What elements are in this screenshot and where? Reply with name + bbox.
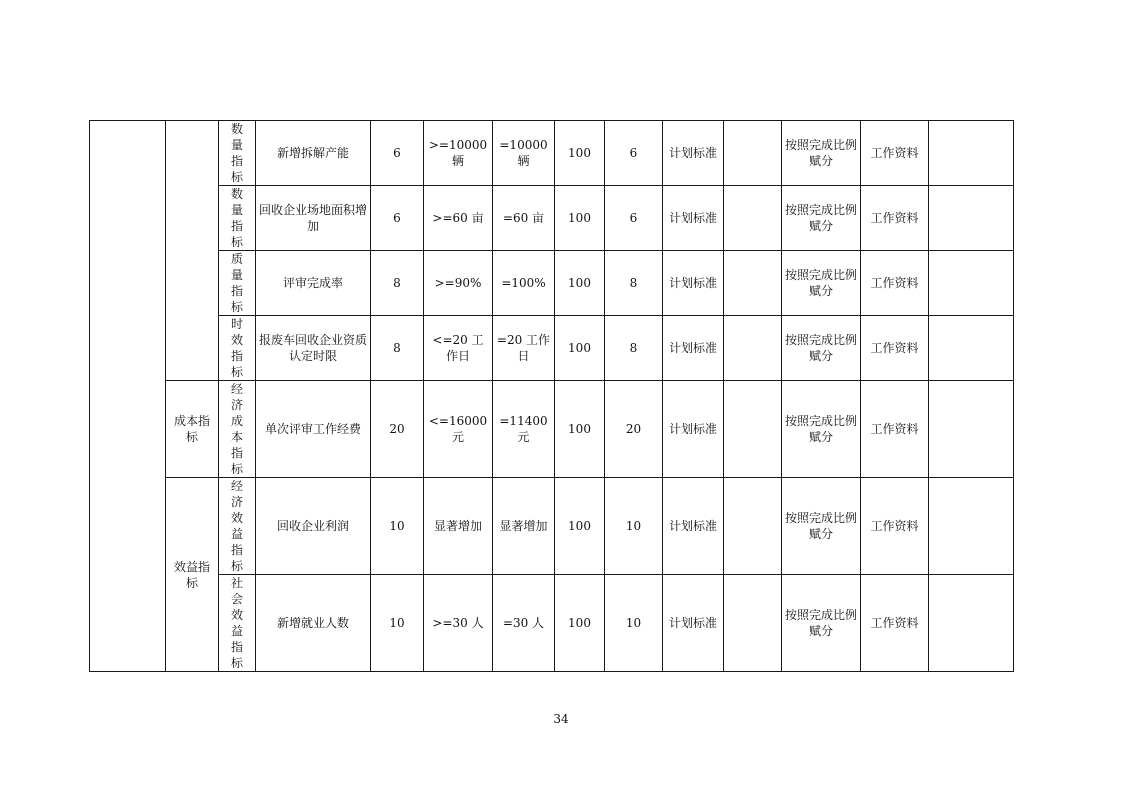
- target-value-cell: <=20 工作日: [424, 316, 493, 381]
- sub-indicator-cell: 数量指标: [219, 121, 256, 186]
- score-cell: 20: [605, 381, 663, 478]
- scoring-method-cell: 按照完成比例赋分: [782, 575, 861, 672]
- weight-cell: 10: [371, 478, 424, 575]
- weight-cell: 6: [371, 121, 424, 186]
- full-score-cell: 100: [555, 478, 605, 575]
- blank-cell: [724, 381, 782, 478]
- standard-cell: 计划标准: [663, 316, 724, 381]
- full-score-cell: 100: [555, 121, 605, 186]
- data-source-cell: 工作资料: [861, 381, 929, 478]
- second-level-indicator-cell: [166, 121, 219, 381]
- score-cell: 8: [605, 316, 663, 381]
- table-row: [90, 381, 1014, 478]
- full-score-cell: 100: [555, 381, 605, 478]
- table-row: [90, 478, 1014, 575]
- scoring-method-cell: 按照完成比例赋分: [782, 121, 861, 186]
- performance-indicator-table: [89, 120, 1014, 672]
- table-row: [90, 186, 1014, 251]
- actual-value-cell: =100%: [493, 251, 555, 316]
- full-score-cell: 100: [555, 186, 605, 251]
- weight-cell: 10: [371, 575, 424, 672]
- standard-cell: 计划标准: [663, 478, 724, 575]
- target-value-cell: >=60 亩: [424, 186, 493, 251]
- note-cell: [929, 575, 1014, 672]
- table-row: [90, 121, 1014, 186]
- full-score-cell: 100: [555, 251, 605, 316]
- target-value-cell: >=30 人: [424, 575, 493, 672]
- weight-cell: 8: [371, 316, 424, 381]
- data-source-cell: 工作资料: [861, 121, 929, 186]
- score-cell: 10: [605, 575, 663, 672]
- table-row: [90, 251, 1014, 316]
- target-value-cell: 显著增加: [424, 478, 493, 575]
- sub-indicator-cell: 质量指标: [219, 251, 256, 316]
- blank-cell: [724, 478, 782, 575]
- score-cell: 8: [605, 251, 663, 316]
- actual-value-cell: =60 亩: [493, 186, 555, 251]
- page-number: 34: [553, 712, 569, 726]
- blank-cell: [724, 121, 782, 186]
- indicator-name-cell: 单次评审工作经费: [256, 381, 371, 478]
- note-cell: [929, 121, 1014, 186]
- scoring-method-cell: 按照完成比例赋分: [782, 251, 861, 316]
- indicator-name-cell: 报废车回收企业资质认定时限: [256, 316, 371, 381]
- indicator-name-cell: 评审完成率: [256, 251, 371, 316]
- sub-indicator-cell: 社会效益指标: [219, 575, 256, 672]
- target-value-cell: >=90%: [424, 251, 493, 316]
- group-label-benefit: 效益指标: [166, 478, 219, 672]
- indicator-name-cell: 回收企业场地面积增加: [256, 186, 371, 251]
- scoring-method-cell: 按照完成比例赋分: [782, 316, 861, 381]
- score-cell: 6: [605, 186, 663, 251]
- data-source-cell: 工作资料: [861, 186, 929, 251]
- note-cell: [929, 251, 1014, 316]
- sub-indicator-cell: 时效指标: [219, 316, 256, 381]
- scoring-method-cell: 按照完成比例赋分: [782, 186, 861, 251]
- data-source-cell: 工作资料: [861, 478, 929, 575]
- actual-value-cell: =10000辆: [493, 121, 555, 186]
- actual-value-cell: =30 人: [493, 575, 555, 672]
- scoring-method-cell: 按照完成比例赋分: [782, 381, 861, 478]
- note-cell: [929, 186, 1014, 251]
- note-cell: [929, 478, 1014, 575]
- weight-cell: 6: [371, 186, 424, 251]
- note-cell: [929, 316, 1014, 381]
- data-source-cell: 工作资料: [861, 316, 929, 381]
- target-value-cell: >=10000辆: [424, 121, 493, 186]
- sub-indicator-cell: 数量指标: [219, 186, 256, 251]
- blank-cell: [724, 316, 782, 381]
- standard-cell: 计划标准: [663, 121, 724, 186]
- score-cell: 6: [605, 121, 663, 186]
- blank-cell: [724, 186, 782, 251]
- table-row: [90, 316, 1014, 381]
- blank-cell: [724, 575, 782, 672]
- score-cell: 10: [605, 478, 663, 575]
- sub-indicator-cell: 经济效益指标: [219, 478, 256, 575]
- full-score-cell: 100: [555, 575, 605, 672]
- scoring-method-cell: 按照完成比例赋分: [782, 478, 861, 575]
- data-source-cell: 工作资料: [861, 575, 929, 672]
- actual-value-cell: =11400元: [493, 381, 555, 478]
- table-row: [90, 575, 1014, 672]
- indicator-name-cell: 回收企业利润: [256, 478, 371, 575]
- weight-cell: 20: [371, 381, 424, 478]
- weight-cell: 8: [371, 251, 424, 316]
- note-cell: [929, 381, 1014, 478]
- standard-cell: 计划标准: [663, 186, 724, 251]
- indicator-name-cell: 新增就业人数: [256, 575, 371, 672]
- first-level-indicator-cell: [90, 121, 166, 672]
- sub-indicator-cell: 经济成本指标: [219, 381, 256, 478]
- standard-cell: 计划标准: [663, 251, 724, 316]
- target-value-cell: <=16000 元: [424, 381, 493, 478]
- blank-cell: [724, 251, 782, 316]
- actual-value-cell: 显著增加: [493, 478, 555, 575]
- data-source-cell: 工作资料: [861, 251, 929, 316]
- full-score-cell: 100: [555, 316, 605, 381]
- group-label-cost: 成本指标: [166, 381, 219, 478]
- standard-cell: 计划标准: [663, 381, 724, 478]
- actual-value-cell: =20 工作日: [493, 316, 555, 381]
- indicator-name-cell: 新增拆解产能: [256, 121, 371, 186]
- standard-cell: 计划标准: [663, 575, 724, 672]
